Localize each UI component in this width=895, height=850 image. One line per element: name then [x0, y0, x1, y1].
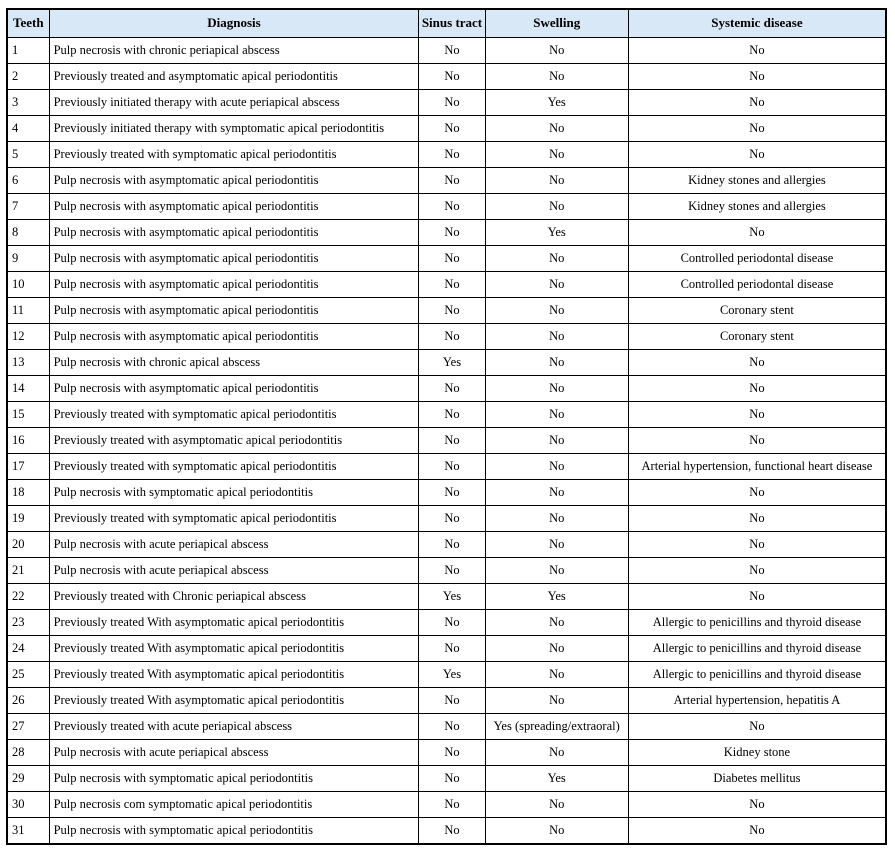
swelling-cell: No — [485, 454, 628, 480]
teeth-number-cell: 27 — [7, 714, 49, 740]
table-row — [7, 220, 886, 246]
swelling-cell: No — [485, 376, 628, 402]
swelling-cell: No — [485, 402, 628, 428]
clinical-findings-table — [6, 8, 887, 845]
diagnosis-cell: Previously treated With asymptomatic apical periodontitis — [49, 688, 419, 714]
diagnosis-cell: Pulp necrosis with acute periapical abscess — [49, 740, 419, 766]
sinus-tract-cell: No — [419, 818, 485, 845]
diagnosis-cell: Previously initiated therapy with symptomatic apical periodontitis — [49, 116, 419, 142]
sinus-tract-cell: No — [419, 740, 485, 766]
table-row — [7, 662, 886, 688]
table-row — [7, 714, 886, 740]
systemic-disease-cell: No — [628, 376, 886, 402]
systemic-disease-cell: Diabetes mellitus — [628, 766, 886, 792]
diagnosis-cell: Previously treated with symptomatic apical periodontitis — [49, 142, 419, 168]
teeth-number-cell: 10 — [7, 272, 49, 298]
systemic-disease-cell: Controlled periodontal disease — [628, 246, 886, 272]
table-row — [7, 272, 886, 298]
systemic-disease-cell: Allergic to penicillins and thyroid disease — [628, 636, 886, 662]
systemic-disease-cell: Arterial hypertension, hepatitis A — [628, 688, 886, 714]
sinus-tract-cell: No — [419, 64, 485, 90]
column-header-swelling: Swelling — [485, 9, 628, 38]
systemic-disease-cell: No — [628, 402, 886, 428]
sinus-tract-cell: No — [419, 402, 485, 428]
teeth-number-cell: 1 — [7, 38, 49, 64]
table-row — [7, 116, 886, 142]
sinus-tract-cell: Yes — [419, 350, 485, 376]
swelling-cell: Yes — [485, 220, 628, 246]
teeth-number-cell: 26 — [7, 688, 49, 714]
diagnosis-cell: Pulp necrosis with asymptomatic apical periodontitis — [49, 194, 419, 220]
sinus-tract-cell: Yes — [419, 662, 485, 688]
systemic-disease-cell: No — [628, 818, 886, 845]
table-row — [7, 454, 886, 480]
swelling-cell: No — [485, 506, 628, 532]
table-row — [7, 506, 886, 532]
sinus-tract-cell: No — [419, 688, 485, 714]
teeth-number-cell: 22 — [7, 584, 49, 610]
swelling-cell: No — [485, 64, 628, 90]
table-row — [7, 480, 886, 506]
teeth-number-cell: 31 — [7, 818, 49, 845]
table-row — [7, 584, 886, 610]
table-row — [7, 194, 886, 220]
swelling-cell: No — [485, 740, 628, 766]
teeth-number-cell: 17 — [7, 454, 49, 480]
sinus-tract-cell: No — [419, 376, 485, 402]
swelling-cell: No — [485, 636, 628, 662]
sinus-tract-cell: No — [419, 324, 485, 350]
systemic-disease-cell: No — [628, 532, 886, 558]
sinus-tract-cell: No — [419, 272, 485, 298]
systemic-disease-cell: Kidney stones and allergies — [628, 194, 886, 220]
teeth-number-cell: 11 — [7, 298, 49, 324]
teeth-number-cell: 15 — [7, 402, 49, 428]
systemic-disease-cell: Coronary stent — [628, 298, 886, 324]
table-row — [7, 818, 886, 845]
table-row — [7, 168, 886, 194]
swelling-cell: Yes — [485, 766, 628, 792]
diagnosis-cell: Pulp necrosis with asymptomatic apical periodontitis — [49, 246, 419, 272]
systemic-disease-cell: Arterial hypertension, functional heart disease — [628, 454, 886, 480]
swelling-cell: No — [485, 324, 628, 350]
swelling-cell: No — [485, 688, 628, 714]
diagnosis-cell: Previously treated with symptomatic apical periodontitis — [49, 402, 419, 428]
systemic-disease-cell: No — [628, 220, 886, 246]
table-row — [7, 64, 886, 90]
sinus-tract-cell: No — [419, 766, 485, 792]
sinus-tract-cell: No — [419, 480, 485, 506]
teeth-number-cell: 2 — [7, 64, 49, 90]
table-row — [7, 402, 886, 428]
table-row — [7, 246, 886, 272]
teeth-number-cell: 21 — [7, 558, 49, 584]
table-row — [7, 376, 886, 402]
systemic-disease-cell: No — [628, 480, 886, 506]
sinus-tract-cell: No — [419, 428, 485, 454]
swelling-cell: No — [485, 480, 628, 506]
sinus-tract-cell: No — [419, 610, 485, 636]
table-row — [7, 428, 886, 454]
diagnosis-cell: Pulp necrosis with acute periapical abscess — [49, 532, 419, 558]
diagnosis-cell: Previously treated with Chronic periapical abscess — [49, 584, 419, 610]
table-row — [7, 610, 886, 636]
diagnosis-cell: Pulp necrosis with symptomatic apical periodontitis — [49, 480, 419, 506]
table-row — [7, 90, 886, 116]
diagnosis-cell: Previously treated With asymptomatic apical periodontitis — [49, 610, 419, 636]
sinus-tract-cell: No — [419, 558, 485, 584]
teeth-number-cell: 9 — [7, 246, 49, 272]
diagnosis-cell: Previously treated with acute periapical abscess — [49, 714, 419, 740]
diagnosis-cell: Pulp necrosis with symptomatic apical periodontitis — [49, 766, 419, 792]
diagnosis-cell: Pulp necrosis com symptomatic apical periodontitis — [49, 792, 419, 818]
teeth-number-cell: 16 — [7, 428, 49, 454]
teeth-number-cell: 24 — [7, 636, 49, 662]
swelling-cell: No — [485, 116, 628, 142]
sinus-tract-cell: No — [419, 194, 485, 220]
teeth-number-cell: 14 — [7, 376, 49, 402]
swelling-cell: No — [485, 272, 628, 298]
swelling-cell: No — [485, 298, 628, 324]
sinus-tract-cell: No — [419, 454, 485, 480]
table-row — [7, 792, 886, 818]
systemic-disease-cell: No — [628, 38, 886, 64]
swelling-cell: Yes — [485, 90, 628, 116]
swelling-cell: Yes — [485, 584, 628, 610]
swelling-cell: No — [485, 792, 628, 818]
teeth-number-cell: 20 — [7, 532, 49, 558]
diagnosis-cell: Pulp necrosis with chronic apical abscess — [49, 350, 419, 376]
swelling-cell: No — [485, 428, 628, 454]
diagnosis-cell: Previously initiated therapy with acute periapical abscess — [49, 90, 419, 116]
systemic-disease-cell: No — [628, 792, 886, 818]
teeth-number-cell: 12 — [7, 324, 49, 350]
systemic-disease-cell: No — [628, 142, 886, 168]
teeth-number-cell: 8 — [7, 220, 49, 246]
teeth-number-cell: 18 — [7, 480, 49, 506]
diagnosis-cell: Previously treated with symptomatic apical periodontitis — [49, 454, 419, 480]
table-row — [7, 324, 886, 350]
table-row — [7, 142, 886, 168]
table-body — [7, 38, 886, 845]
teeth-number-cell: 7 — [7, 194, 49, 220]
systemic-disease-cell: No — [628, 64, 886, 90]
table-row — [7, 766, 886, 792]
sinus-tract-cell: No — [419, 714, 485, 740]
teeth-number-cell: 30 — [7, 792, 49, 818]
sinus-tract-cell: No — [419, 116, 485, 142]
diagnosis-cell: Pulp necrosis with chronic periapical abscess — [49, 38, 419, 64]
systemic-disease-cell: No — [628, 558, 886, 584]
systemic-disease-cell: No — [628, 350, 886, 376]
sinus-tract-cell: No — [419, 792, 485, 818]
systemic-disease-cell: No — [628, 116, 886, 142]
sinus-tract-cell: No — [419, 90, 485, 116]
teeth-number-cell: 3 — [7, 90, 49, 116]
systemic-disease-cell: Coronary stent — [628, 324, 886, 350]
column-header-teeth: Teeth — [7, 9, 49, 38]
systemic-disease-cell: No — [628, 428, 886, 454]
diagnosis-cell: Previously treated and asymptomatic apical periodontitis — [49, 64, 419, 90]
teeth-number-cell: 28 — [7, 740, 49, 766]
swelling-cell: No — [485, 662, 628, 688]
systemic-disease-cell: Allergic to penicillins and thyroid disease — [628, 610, 886, 636]
sinus-tract-cell: No — [419, 220, 485, 246]
column-header-diagnosis: Diagnosis — [49, 9, 419, 38]
systemic-disease-cell: No — [628, 584, 886, 610]
sinus-tract-cell: No — [419, 636, 485, 662]
teeth-number-cell: 4 — [7, 116, 49, 142]
swelling-cell: No — [485, 558, 628, 584]
diagnosis-cell: Previously treated With asymptomatic apical periodontitis — [49, 662, 419, 688]
diagnosis-cell: Pulp necrosis with asymptomatic apical periodontitis — [49, 220, 419, 246]
diagnosis-cell: Pulp necrosis with asymptomatic apical periodontitis — [49, 272, 419, 298]
swelling-cell: No — [485, 168, 628, 194]
swelling-cell: No — [485, 246, 628, 272]
swelling-cell: Yes (spreading/extraoral) — [485, 714, 628, 740]
diagnosis-cell: Pulp necrosis with symptomatic apical periodontitis — [49, 818, 419, 845]
systemic-disease-cell: No — [628, 90, 886, 116]
teeth-number-cell: 13 — [7, 350, 49, 376]
swelling-cell: No — [485, 532, 628, 558]
diagnosis-cell: Pulp necrosis with asymptomatic apical periodontitis — [49, 324, 419, 350]
diagnosis-cell: Pulp necrosis with asymptomatic apical periodontitis — [49, 298, 419, 324]
teeth-number-cell: 6 — [7, 168, 49, 194]
sinus-tract-cell: No — [419, 38, 485, 64]
sinus-tract-cell: No — [419, 532, 485, 558]
diagnosis-cell: Pulp necrosis with asymptomatic apical periodontitis — [49, 376, 419, 402]
diagnosis-cell: Pulp necrosis with asymptomatic apical periodontitis — [49, 168, 419, 194]
swelling-cell: No — [485, 818, 628, 845]
systemic-disease-cell: No — [628, 506, 886, 532]
table-row — [7, 558, 886, 584]
teeth-number-cell: 29 — [7, 766, 49, 792]
swelling-cell: No — [485, 350, 628, 376]
systemic-disease-cell: Controlled periodontal disease — [628, 272, 886, 298]
systemic-disease-cell: Allergic to penicillins and thyroid disease — [628, 662, 886, 688]
column-header-systemic-disease: Systemic disease — [628, 9, 886, 38]
swelling-cell: No — [485, 194, 628, 220]
swelling-cell: No — [485, 38, 628, 64]
diagnosis-cell: Previously treated with symptomatic apical periodontitis — [49, 506, 419, 532]
swelling-cell: No — [485, 610, 628, 636]
table-row — [7, 688, 886, 714]
systemic-disease-cell: Kidney stone — [628, 740, 886, 766]
teeth-number-cell: 19 — [7, 506, 49, 532]
teeth-number-cell: 25 — [7, 662, 49, 688]
systemic-disease-cell: No — [628, 714, 886, 740]
sinus-tract-cell: No — [419, 142, 485, 168]
swelling-cell: No — [485, 142, 628, 168]
table-row — [7, 298, 886, 324]
sinus-tract-cell: No — [419, 168, 485, 194]
diagnosis-cell: Pulp necrosis with acute periapical abscess — [49, 558, 419, 584]
sinus-tract-cell: Yes — [419, 584, 485, 610]
sinus-tract-cell: No — [419, 506, 485, 532]
sinus-tract-cell: No — [419, 246, 485, 272]
table-row — [7, 636, 886, 662]
table-row — [7, 38, 886, 64]
table-row — [7, 350, 886, 376]
diagnosis-cell: Previously treated with asymptomatic apical periodontitis — [49, 428, 419, 454]
teeth-number-cell: 23 — [7, 610, 49, 636]
teeth-number-cell: 5 — [7, 142, 49, 168]
table-header-row — [7, 9, 886, 38]
sinus-tract-cell: No — [419, 298, 485, 324]
table-row — [7, 532, 886, 558]
diagnosis-cell: Previously treated With asymptomatic apical periodontitis — [49, 636, 419, 662]
column-header-sinus-tract: Sinus tract — [419, 9, 485, 38]
table-row — [7, 740, 886, 766]
systemic-disease-cell: Kidney stones and allergies — [628, 168, 886, 194]
